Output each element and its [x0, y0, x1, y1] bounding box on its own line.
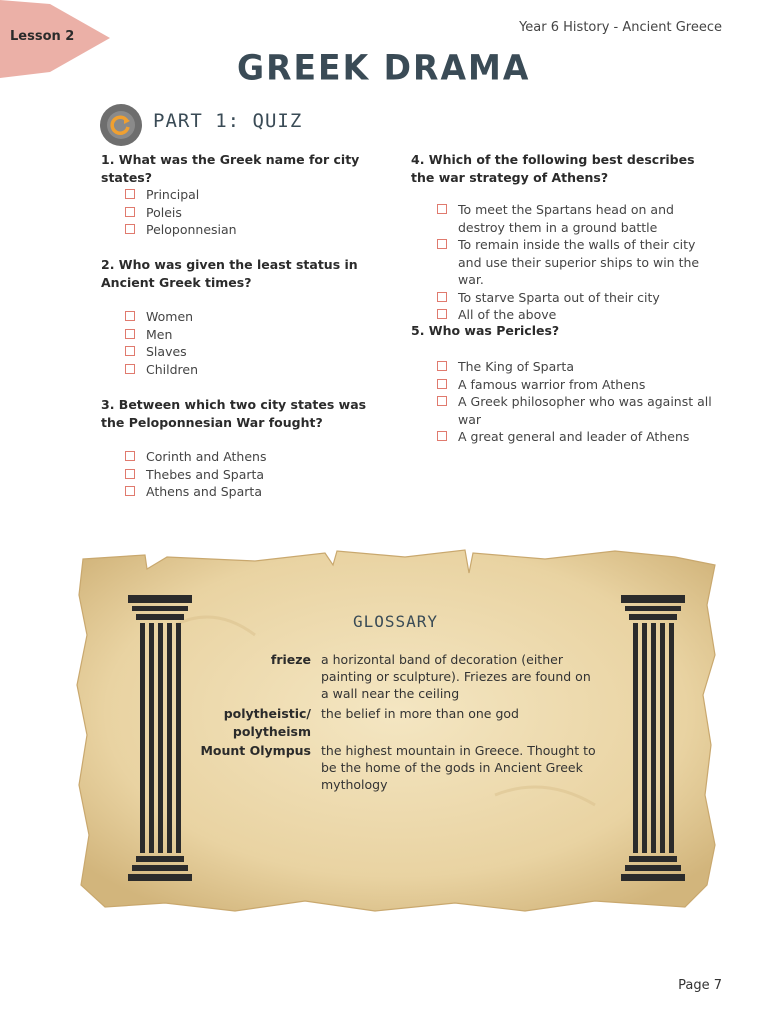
option-label: A great general and leader of Athens	[458, 429, 690, 444]
glossary-term: frieze	[270, 652, 311, 667]
question-1-option-2[interactable]	[125, 204, 385, 222]
question-4-options	[437, 201, 722, 324]
question-3: 3. Between which two city states was the Peloponnesian War fought?	[101, 397, 367, 430]
option-label: To meet the Spartans head on and destroy them in a ground battle	[458, 202, 674, 235]
question-1: 1. What was the Greek name for city states?	[101, 152, 360, 185]
question-3-option-1[interactable]	[125, 448, 385, 466]
checkbox[interactable]	[125, 311, 135, 321]
option-label: To starve Sparta out of their city	[458, 289, 660, 305]
refresh-icon	[100, 104, 142, 146]
question-2-options	[125, 308, 385, 378]
checkbox[interactable]	[437, 431, 447, 441]
question-4: 4. Which of the following best describes the war strategy of Athens?	[411, 152, 695, 185]
checkbox[interactable]	[437, 309, 447, 319]
question-3-option-2[interactable]	[125, 466, 385, 484]
glossary-title: GLOSSARY	[353, 612, 439, 631]
glossary-definition: a horizontal band of decoration (either painting or sculpture). Friezes are found on a wall near the ceiling	[321, 652, 591, 701]
option-label: All of the above	[458, 307, 557, 322]
right-column-icon	[619, 595, 687, 890]
option-label: A famous warrior from Athens	[458, 376, 646, 392]
question-3-option-3[interactable]	[125, 483, 385, 501]
question-1-options	[125, 186, 385, 239]
page-title: GREEK DRAMA	[237, 47, 531, 88]
part-title: PART 1: QUIZ	[153, 110, 303, 132]
option-label: The King of Sparta	[458, 359, 574, 374]
question-5-option-4[interactable]	[437, 428, 727, 446]
checkbox[interactable]	[125, 469, 135, 479]
checkbox[interactable]	[437, 239, 447, 249]
option-label: Poleis	[146, 204, 182, 220]
option-label: A Greek philosopher who was against all war	[458, 394, 712, 427]
option-label: Principal	[146, 187, 200, 202]
option-label: Athens and Sparta	[146, 484, 262, 499]
question-4-option-1[interactable]	[437, 201, 722, 236]
glossary-definition: the highest mountain in Greece. Thought to be the home of the gods in Ancient Greek mythology	[321, 743, 596, 792]
question-4-option-3[interactable]	[437, 289, 722, 307]
checkbox[interactable]	[437, 292, 447, 302]
question-5: 5. Who was Pericles?	[411, 323, 560, 338]
checkbox[interactable]	[125, 346, 135, 356]
option-label: Peloponnesian	[146, 222, 237, 237]
checkbox[interactable]	[125, 451, 135, 461]
question-1-option-1[interactable]	[125, 186, 385, 204]
checkbox[interactable]	[125, 207, 135, 217]
question-2-option-4[interactable]	[125, 361, 385, 379]
question-5-options	[437, 358, 727, 446]
question-5-option-1[interactable]	[437, 358, 727, 376]
glossary-term: Mount Olympus	[200, 743, 311, 758]
header-subject: Year 6 History - Ancient Greece	[519, 20, 722, 35]
lesson-label: Lesson 2	[10, 29, 75, 44]
question-3-options	[125, 448, 385, 501]
glossary-term: polytheistic/ polytheism	[223, 706, 311, 739]
option-label: Corinth and Athens	[146, 449, 267, 464]
question-2: 2. Who was given the least status in Ancient Greek times?	[101, 257, 358, 290]
option-label: Thebes and Sparta	[146, 466, 265, 482]
question-5-option-3[interactable]	[437, 393, 727, 428]
checkbox[interactable]	[125, 189, 135, 199]
question-4-option-4[interactable]	[437, 306, 722, 324]
checkbox[interactable]	[125, 329, 135, 339]
question-5-option-2[interactable]	[437, 376, 727, 394]
checkbox[interactable]	[125, 364, 135, 374]
question-4-option-2[interactable]	[437, 236, 722, 289]
option-label: Men	[146, 326, 173, 342]
checkbox[interactable]	[125, 486, 135, 496]
question-2-option-1[interactable]	[125, 308, 385, 326]
option-label: Children	[146, 361, 199, 377]
option-label: To remain inside the walls of their city and use their superior ships to win the war.	[458, 237, 700, 287]
checkbox[interactable]	[437, 396, 447, 406]
checkbox[interactable]	[437, 379, 447, 389]
option-label: Slaves	[146, 344, 187, 359]
option-label: Women	[146, 309, 194, 324]
page-number: Page 7	[678, 978, 722, 993]
lesson-tab	[0, 0, 112, 78]
checkbox[interactable]	[437, 361, 447, 371]
question-2-option-3[interactable]	[125, 343, 385, 361]
checkbox[interactable]	[125, 224, 135, 234]
question-2-option-2[interactable]	[125, 326, 385, 344]
question-1-option-3[interactable]	[125, 221, 385, 239]
checkbox[interactable]	[437, 204, 447, 214]
left-column-icon	[126, 595, 194, 890]
glossary-definition: the belief in more than one god	[321, 706, 519, 721]
